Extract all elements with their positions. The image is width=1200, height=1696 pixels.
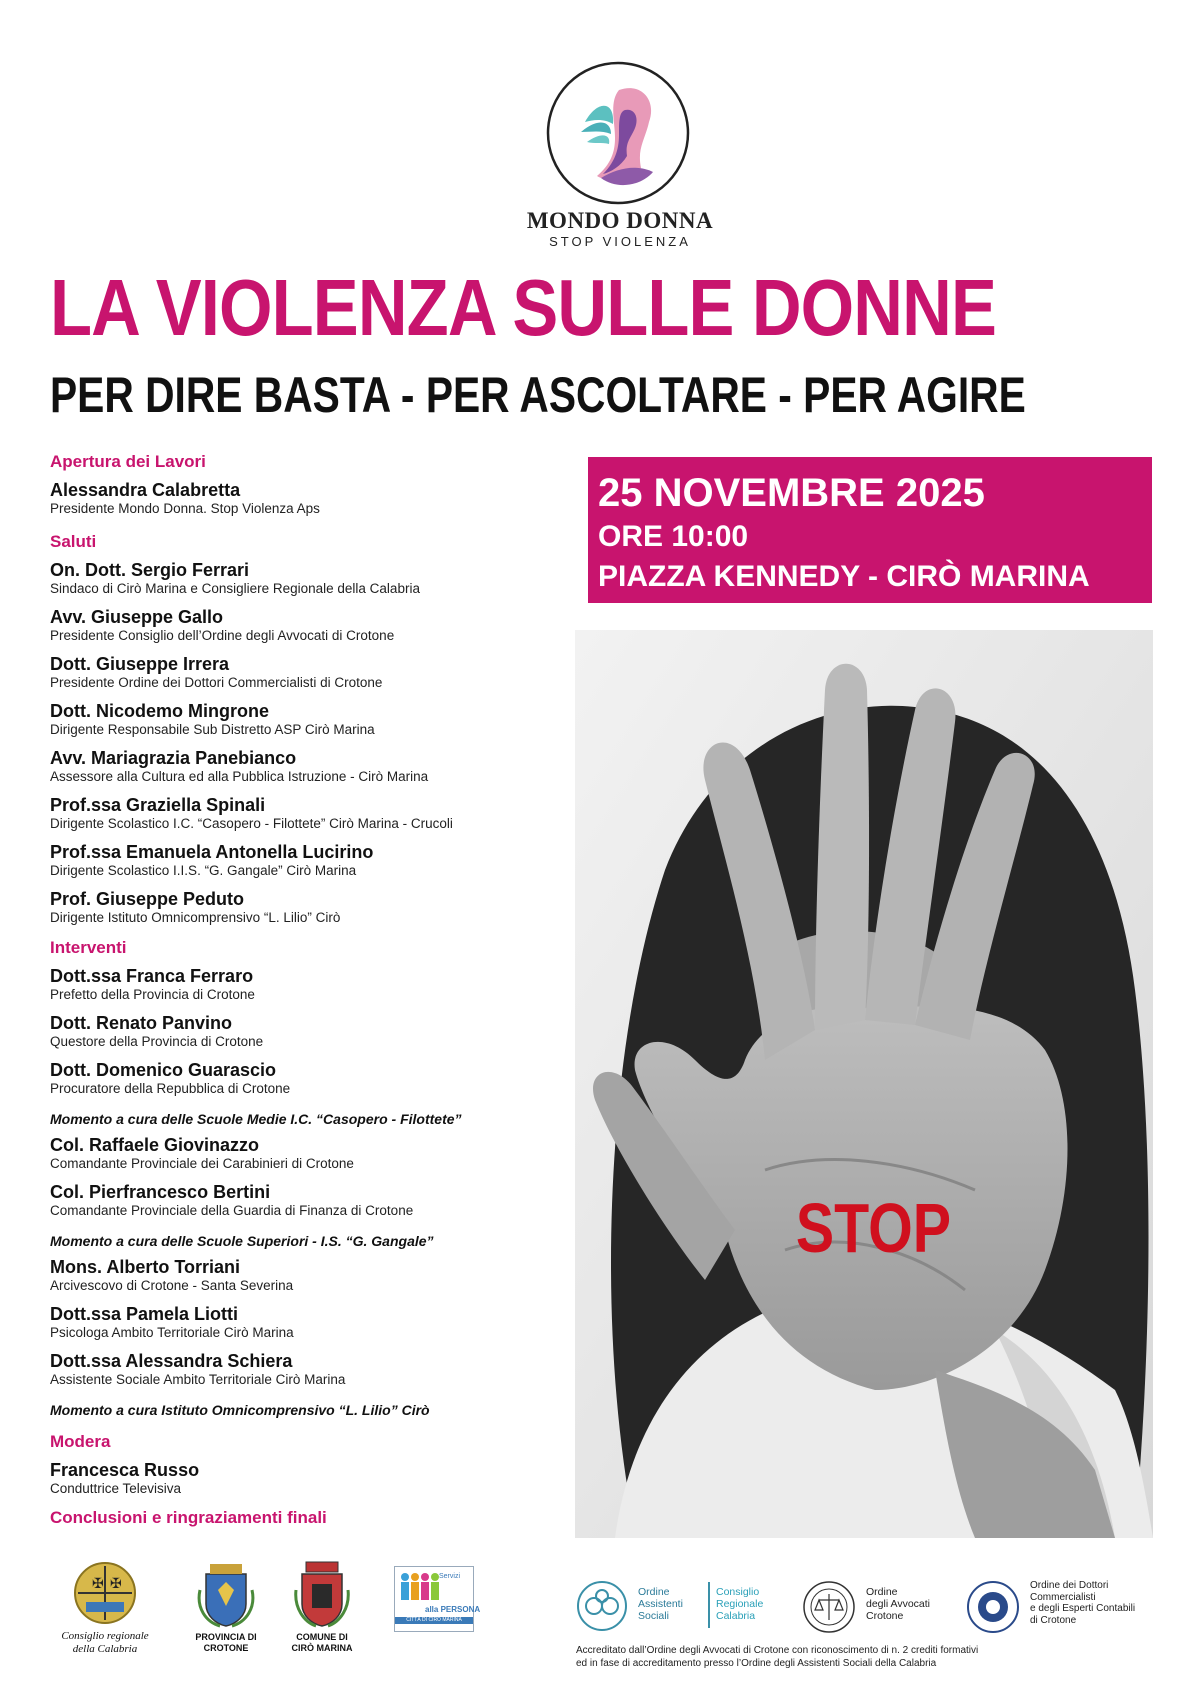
ordine-assistenti-caption: Ordine Assistenti Sociali — [638, 1586, 683, 1622]
list-item — [50, 480, 320, 517]
ordine-commercialisti-seal-icon — [966, 1580, 1020, 1634]
speaker-role: Dirigente Responsabile Sub Distretto ASP Cirò Marina — [50, 722, 375, 737]
speaker-name: Avv. Giuseppe Gallo — [50, 607, 224, 627]
mondo-donna-logo-icon — [545, 60, 691, 206]
list-item — [50, 748, 428, 785]
list-item — [50, 1257, 293, 1294]
list-item — [50, 607, 394, 644]
speaker-name: Dott. Nicodemo Mingrone — [50, 701, 269, 721]
speaker-role: Sindaco di Cirò Marina e Consigliere Regionale della Calabria — [50, 581, 420, 596]
divider — [708, 1582, 710, 1628]
list-item — [50, 701, 375, 738]
list-item — [50, 842, 373, 879]
speaker-name: Dott.ssa Pamela Liotti — [50, 1304, 239, 1324]
svg-text:✠: ✠ — [110, 1575, 122, 1591]
event-place: PIAZZA KENNEDY - CIRÒ MARINA — [598, 560, 1090, 593]
moment-note: Momento a cura delle Scuole Superiori - I.S. “G. Gangale” — [50, 1233, 434, 1249]
stop-hand-photo — [575, 630, 1153, 1538]
logo-subtitle: STOP VIOLENZA — [549, 234, 691, 249]
speaker-name: Col. Raffaele Giovinazzo — [50, 1135, 260, 1155]
stop-text: STOP — [795, 1188, 952, 1268]
page-subtitle: PER DIRE BASTA - PER ASCOLTARE - PER AGIRE — [50, 367, 1026, 423]
speaker-role: Dirigente Istituto Omnicomprensivo “L. Lilio” Cirò — [50, 910, 341, 925]
accreditation-note: Accreditato dall’Ordine degli Avvocati di Crotone con riconoscimento di n. 2 crediti formativi ed in fase di accreditamento presso l’Ordine degli Assistenti Sociali della Calabria — [576, 1645, 979, 1669]
speaker-name: Dott. Renato Panvino — [50, 1013, 233, 1033]
speaker-name: On. Dott. Sergio Ferrari — [50, 560, 250, 580]
ordine-assistenti-sociali-icon — [576, 1580, 628, 1632]
speaker-name: Prof.ssa Emanuela Antonella Lucirino — [50, 842, 374, 862]
logo-name: MONDO DONNA — [526, 208, 714, 233]
speaker-role: Procuratore della Repubblica di Crotone — [50, 1081, 291, 1096]
event-time: ORE 10:00 — [598, 520, 749, 553]
list-item — [50, 1182, 413, 1219]
speaker-name: Mons. Alberto Torriani — [50, 1257, 241, 1277]
ordine-commercialisti-caption: Ordine dei Dottori Commercialisti e degli Esperti Contabili di Crotone — [1030, 1580, 1136, 1626]
speaker-role: Presidente Mondo Donna. Stop Violenza Aps — [50, 501, 320, 516]
comune-ciro-marina-crest-icon — [294, 1560, 350, 1628]
list-item — [50, 560, 420, 597]
speaker-role: Dirigente Scolastico I.I.S. “G. Gangale” Cirò Marina — [50, 863, 357, 878]
speaker-role: Prefetto della Provincia di Crotone — [50, 987, 255, 1002]
ordine-avvocati-seal-icon — [802, 1580, 856, 1634]
section-modera: Modera — [50, 1432, 111, 1451]
consiglio-regionale-emblem-icon — [70, 1560, 140, 1626]
speaker-name: Prof. Giuseppe Peduto — [50, 889, 245, 909]
moment-note: Momento a cura Istituto Omnicomprensivo “L. Lilio” Cirò — [50, 1402, 430, 1418]
speaker-role: Presidente Ordine dei Dottori Commercialisti di Crotone — [50, 675, 383, 690]
list-item — [50, 654, 382, 691]
list-item — [50, 1460, 199, 1497]
speaker-role: Assessore alla Cultura ed alla Pubblica Istruzione - Cirò Marina — [50, 769, 429, 784]
list-item — [50, 1135, 354, 1172]
comune-ciro-marina-caption: COMUNE DI CIRÒ MARINA — [291, 1632, 353, 1653]
section-apertura: Apertura dei Lavori — [50, 452, 206, 471]
speaker-name: Dott. Giuseppe Irrera — [50, 654, 230, 674]
speaker-role: Assistente Sociale Ambito Territoriale Cirò Marina — [50, 1372, 346, 1387]
event-date: 25 NOVEMBRE 2025 — [598, 471, 985, 515]
event-info-box — [588, 457, 1152, 603]
list-item — [50, 1304, 294, 1341]
speaker-name: Prof.ssa Graziella Spinali — [50, 795, 266, 815]
list-item — [50, 966, 255, 1003]
ordine-avvocati-caption: Ordine degli Avvocati Crotone — [866, 1586, 931, 1622]
consiglio-regionale-ordine-caption: Consiglio Regionale Calabria — [716, 1586, 764, 1622]
speaker-role: Dirigente Scolastico I.C. “Casopero - Filottete” Cirò Marina - Crucoli — [50, 816, 453, 831]
speaker-name: Avv. Mariagrazia Panebianco — [50, 748, 297, 768]
speaker-name: Dott. Domenico Guarascio — [50, 1060, 277, 1080]
svg-text:✠: ✠ — [92, 1575, 104, 1591]
provincia-crotone-crest-icon — [196, 1560, 256, 1628]
list-item — [50, 1060, 290, 1097]
speaker-name: Alessandra Calabretta — [50, 480, 241, 500]
list-item — [50, 795, 453, 832]
list-item — [50, 1351, 345, 1388]
speaker-role: Arcivescovo di Crotone - Santa Severina — [50, 1278, 294, 1293]
speaker-role: Psicologa Ambito Territoriale Cirò Marina — [50, 1325, 294, 1340]
speaker-name: Dott.ssa Franca Ferraro — [50, 966, 254, 986]
consiglio-regionale-caption: Consiglio regionale della Calabria — [61, 1630, 149, 1655]
page-title: LA VIOLENZA SULLE DONNE — [50, 263, 996, 352]
servizi-city-label: CITTÀ DI CIRÒ MARINA — [395, 1617, 473, 1624]
people-icon — [399, 1571, 441, 1605]
servizi-label-persona: alla PERSONA — [425, 1605, 481, 1614]
speaker-role: Comandante Provinciale della Guardia di Finanza di Crotone — [50, 1203, 414, 1218]
speaker-name: Dott.ssa Alessandra Schiera — [50, 1351, 293, 1371]
speaker-role: Conduttrice Televisiva — [50, 1481, 182, 1496]
servizi-alla-persona-logo — [394, 1566, 481, 1632]
speaker-role: Comandante Provinciale dei Carabinieri di Crotone — [50, 1156, 354, 1171]
list-item — [50, 889, 340, 926]
section-saluti: Saluti — [50, 532, 97, 551]
speaker-role: Presidente Consiglio dell’Ordine degli Avvocati di Crotone — [50, 628, 395, 643]
speaker-role: Questore della Provincia di Crotone — [50, 1034, 264, 1049]
speaker-name: Francesca Russo — [50, 1460, 200, 1480]
speaker-name: Col. Pierfrancesco Bertini — [50, 1182, 271, 1202]
section-conclusioni: Conclusioni e ringraziamenti finali — [50, 1508, 327, 1527]
list-item — [50, 1013, 263, 1050]
servizi-label: Servizi — [439, 1573, 461, 1580]
moment-note: Momento a cura delle Scuole Medie I.C. “Casopero - Filottete” — [50, 1111, 462, 1127]
section-interventi: Interventi — [50, 938, 127, 957]
provincia-crotone-caption: PROVINCIA DI CROTONE — [195, 1632, 257, 1653]
